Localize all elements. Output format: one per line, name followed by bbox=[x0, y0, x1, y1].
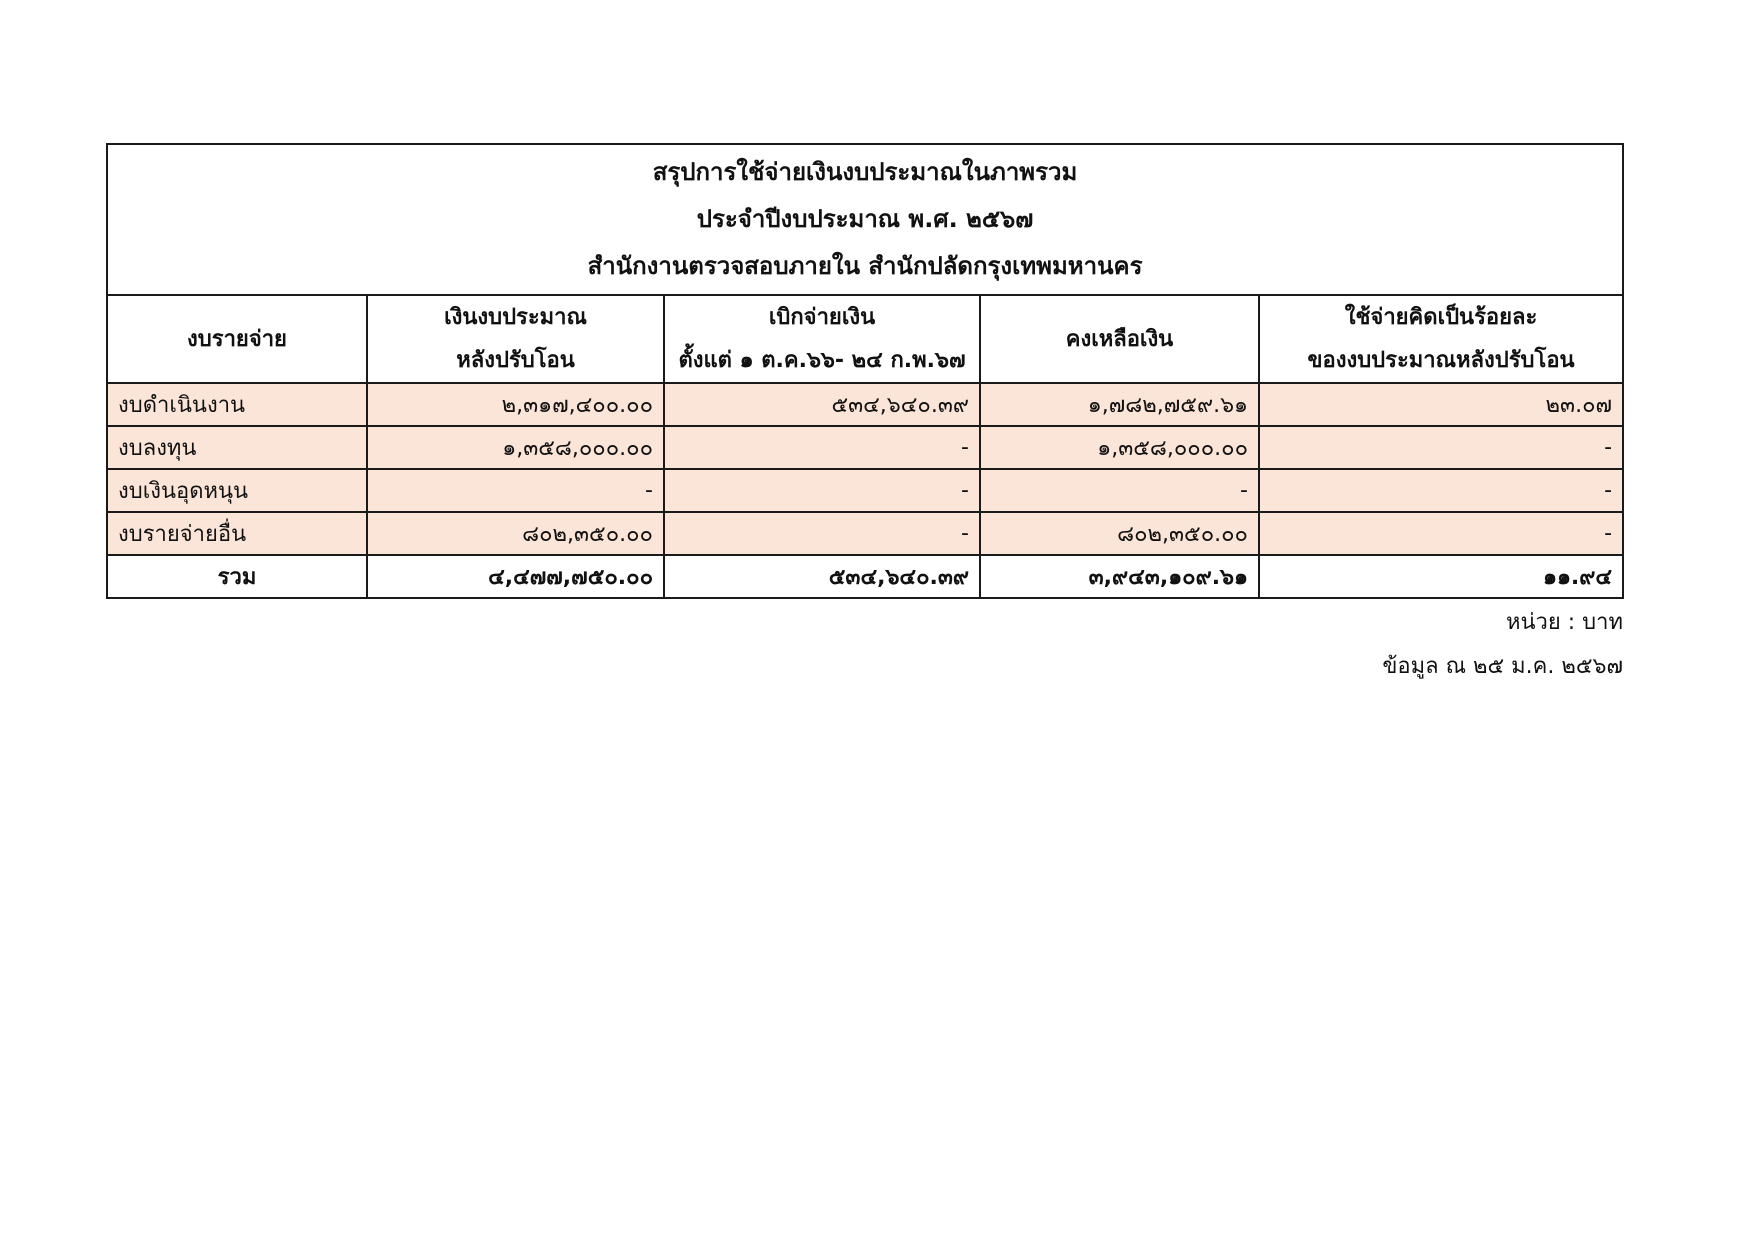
header-percent-spent bbox=[1259, 295, 1623, 383]
cell-percent: ๒๓.๐๗ bbox=[1259, 383, 1623, 426]
total-label: รวม bbox=[107, 555, 367, 598]
title-line-3: สำนักงานตรวจสอบภายใน สำนักปลัดกรุงเทพมหานคร bbox=[587, 252, 1143, 280]
cell-disbursed: - bbox=[664, 469, 980, 512]
header-expense-category-label: งบรายจ่าย bbox=[187, 326, 287, 352]
title-line-1: สรุปการใช้จ่ายเงินงบประมาณในภาพรวม bbox=[652, 158, 1078, 186]
header-disbursed-line-1: เบิกจ่ายเงิน bbox=[768, 305, 876, 330]
row-label: งบเงินอุดหนุน bbox=[107, 469, 367, 512]
cell-percent: - bbox=[1259, 469, 1623, 512]
total-remaining: ๓,๙๔๓,๑๐๙.๖๑ bbox=[980, 555, 1259, 598]
header-percent-line-1: ใช้จ่ายคิดเป็นร้อยละ bbox=[1344, 305, 1538, 330]
header-budget-line-1: เงินงบประมาณ bbox=[444, 305, 587, 330]
header-percent-line-2: ของงบประมาณหลังปรับโอน bbox=[1307, 348, 1575, 373]
table-row bbox=[107, 469, 1623, 512]
total-percent: ๑๑.๙๔ bbox=[1259, 555, 1623, 598]
header-budget-line-2: หลังปรับโอน bbox=[456, 348, 575, 373]
unit-note: หน่วย : บาท bbox=[1505, 610, 1623, 635]
data-date-note: ข้อมูล ณ ๒๕ ม.ค. ๒๕๖๗ bbox=[1382, 654, 1623, 679]
cell-disbursed: - bbox=[664, 512, 980, 555]
total-budget: ๔,๔๗๗,๗๕๐.๐๐ bbox=[367, 555, 664, 598]
row-label: งบลงทุน bbox=[107, 426, 367, 469]
table-title bbox=[107, 144, 1623, 295]
header-budget-after-transfer bbox=[367, 295, 664, 383]
budget-summary-table bbox=[106, 143, 1624, 599]
row-label: งบดำเนินงาน bbox=[107, 383, 367, 426]
header-remaining-label: คงเหลือเงิน bbox=[1065, 326, 1174, 352]
cell-budget: - bbox=[367, 469, 664, 512]
title-line-2: ประจำปีงบประมาณ พ.ศ. ๒๕๖๗ bbox=[696, 205, 1034, 233]
cell-remaining: - bbox=[980, 469, 1259, 512]
cell-disbursed: ๕๓๔,๖๔๐.๓๙ bbox=[664, 383, 980, 426]
header-disbursed-line-2: ตั้งแต่ ๑ ต.ค.๖๖- ๒๔ ก.พ.๖๗ bbox=[678, 348, 966, 373]
table-row bbox=[107, 512, 1623, 555]
cell-remaining: ๑,๓๕๘,๐๐๐.๐๐ bbox=[980, 426, 1259, 469]
header-row bbox=[107, 295, 1623, 383]
cell-percent: - bbox=[1259, 512, 1623, 555]
header-remaining bbox=[980, 295, 1259, 383]
cell-remaining: ๘๐๒,๓๕๐.๐๐ bbox=[980, 512, 1259, 555]
cell-remaining: ๑,๗๘๒,๗๕๙.๖๑ bbox=[980, 383, 1259, 426]
cell-budget: ๒,๓๑๗,๔๐๐.๐๐ bbox=[367, 383, 664, 426]
cell-disbursed: - bbox=[664, 426, 980, 469]
cell-budget: ๑,๓๕๘,๐๐๐.๐๐ bbox=[367, 426, 664, 469]
cell-budget: ๘๐๒,๓๕๐.๐๐ bbox=[367, 512, 664, 555]
total-row bbox=[107, 555, 1623, 598]
row-label: งบรายจ่ายอื่น bbox=[107, 512, 367, 555]
table-row bbox=[107, 426, 1623, 469]
budget-summary-sheet bbox=[106, 143, 1622, 599]
table-row bbox=[107, 383, 1623, 426]
cell-percent: - bbox=[1259, 426, 1623, 469]
header-expense-category bbox=[107, 295, 367, 383]
total-disbursed: ๕๓๔,๖๔๐.๓๙ bbox=[664, 555, 980, 598]
title-row bbox=[107, 144, 1623, 295]
header-disbursed bbox=[664, 295, 980, 383]
